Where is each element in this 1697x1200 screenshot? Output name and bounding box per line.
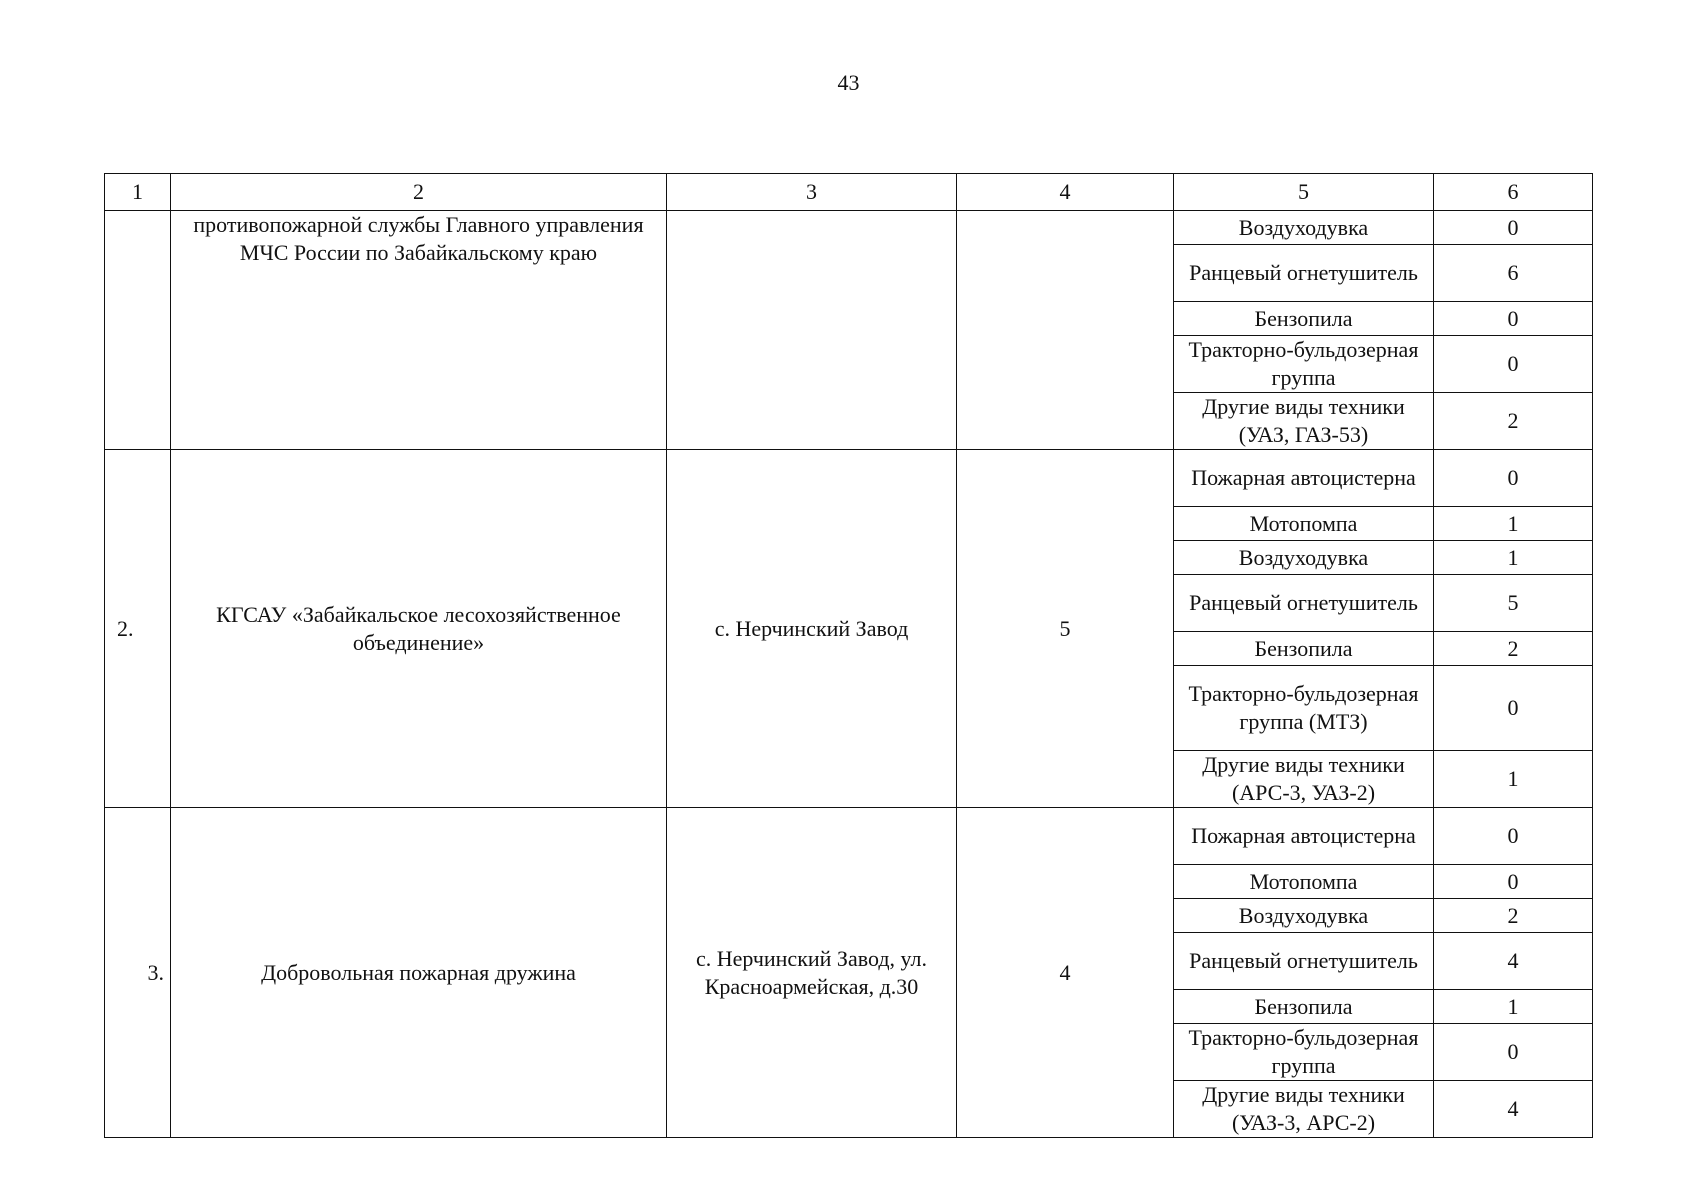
equipment-name-cell: Пожарная автоцистерна bbox=[1174, 450, 1434, 507]
equipment-value-cell: 0 bbox=[1434, 666, 1593, 751]
row-number-cell bbox=[105, 211, 171, 450]
equipment-name-cell: Тракторно-бульдозерная группа bbox=[1174, 336, 1434, 393]
equipment-value-cell: 0 bbox=[1434, 865, 1593, 899]
equipment-table bbox=[104, 173, 1593, 1138]
location-cell: с. Нерчинский Завод bbox=[667, 450, 957, 808]
equipment-name-cell: Воздуходувка bbox=[1174, 211, 1434, 245]
table-row bbox=[105, 450, 1593, 507]
equipment-name-cell: Мотопомпа bbox=[1174, 865, 1434, 899]
equipment-name-cell: Пожарная автоцистерна bbox=[1174, 808, 1434, 865]
column-header: 6 bbox=[1434, 174, 1593, 211]
location-cell: с. Нерчинский Завод, ул. Красноармейская, д.30 bbox=[667, 808, 957, 1138]
count-cell: 5 bbox=[957, 450, 1174, 808]
count-cell: 4 bbox=[957, 808, 1174, 1138]
equipment-name-cell: Тракторно-бульдозерная группа (МТЗ) bbox=[1174, 666, 1434, 751]
row-number-cell: 3. bbox=[105, 808, 171, 1138]
equipment-value-cell: 2 bbox=[1434, 393, 1593, 450]
column-header-row bbox=[105, 174, 1593, 211]
organization-cell: противопожарной службы Главного управления МЧС России по Забайкальскому краю bbox=[171, 211, 667, 450]
equipment-value-cell: 1 bbox=[1434, 990, 1593, 1024]
equipment-value-cell: 4 bbox=[1434, 933, 1593, 990]
equipment-value-cell: 0 bbox=[1434, 1024, 1593, 1081]
equipment-value-cell: 1 bbox=[1434, 541, 1593, 575]
column-header: 2 bbox=[171, 174, 667, 211]
equipment-name-cell: Воздуходувка bbox=[1174, 899, 1434, 933]
equipment-value-cell: 5 bbox=[1434, 575, 1593, 632]
count-cell bbox=[957, 211, 1174, 450]
equipment-value-cell: 0 bbox=[1434, 302, 1593, 336]
equipment-value-cell: 0 bbox=[1434, 450, 1593, 507]
organization-cell: КГСАУ «Забайкальское лесохозяйственное объединение» bbox=[171, 450, 667, 808]
table-row bbox=[105, 808, 1593, 865]
equipment-name-cell: Ранцевый огнетушитель bbox=[1174, 245, 1434, 302]
equipment-value-cell: 0 bbox=[1434, 336, 1593, 393]
equipment-value-cell: 2 bbox=[1434, 899, 1593, 933]
equipment-name-cell: Ранцевый огнетушитель bbox=[1174, 933, 1434, 990]
equipment-name-cell: Бензопила bbox=[1174, 990, 1434, 1024]
equipment-name-cell: Воздуходувка bbox=[1174, 541, 1434, 575]
column-header: 1 bbox=[105, 174, 171, 211]
equipment-name-cell: Другие виды техники (УАЗ-3, АРС-2) bbox=[1174, 1081, 1434, 1138]
equipment-value-cell: 0 bbox=[1434, 808, 1593, 865]
table-row bbox=[105, 211, 1593, 245]
organization-cell: Добровольная пожарная дружина bbox=[171, 808, 667, 1138]
equipment-name-cell: Мотопомпа bbox=[1174, 507, 1434, 541]
equipment-name-cell: Другие виды техники (АРС-3, УАЗ-2) bbox=[1174, 751, 1434, 808]
equipment-value-cell: 4 bbox=[1434, 1081, 1593, 1138]
column-header: 4 bbox=[957, 174, 1174, 211]
column-header: 3 bbox=[667, 174, 957, 211]
row-number-cell: 2. bbox=[105, 450, 171, 808]
page-number: 43 bbox=[837, 70, 860, 95]
location-cell bbox=[667, 211, 957, 450]
equipment-name-cell: Бензопила bbox=[1174, 302, 1434, 336]
equipment-name-cell: Другие виды техники (УАЗ, ГАЗ-53) bbox=[1174, 393, 1434, 450]
equipment-name-cell: Бензопила bbox=[1174, 632, 1434, 666]
equipment-value-cell: 1 bbox=[1434, 751, 1593, 808]
equipment-name-cell: Ранцевый огнетушитель bbox=[1174, 575, 1434, 632]
column-header: 5 bbox=[1174, 174, 1434, 211]
equipment-value-cell: 0 bbox=[1434, 211, 1593, 245]
equipment-value-cell: 6 bbox=[1434, 245, 1593, 302]
equipment-value-cell: 1 bbox=[1434, 507, 1593, 541]
equipment-value-cell: 2 bbox=[1434, 632, 1593, 666]
equipment-name-cell: Тракторно-бульдозерная группа bbox=[1174, 1024, 1434, 1081]
